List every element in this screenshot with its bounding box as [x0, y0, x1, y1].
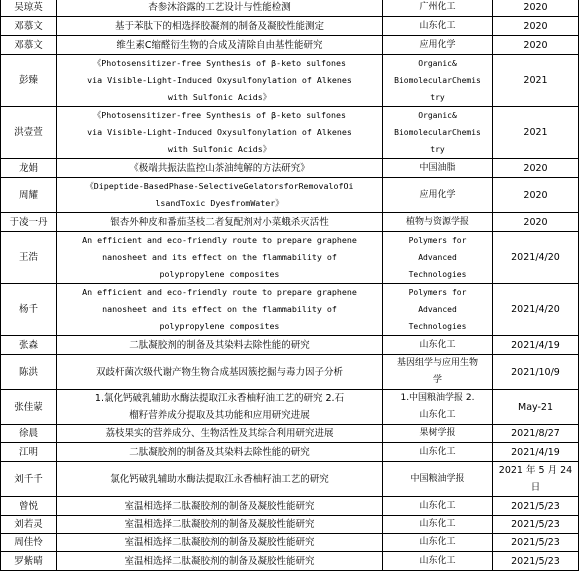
author-cell: 于凌一丹: [1, 213, 57, 232]
title-cell-line: via Visible-Light-Induced Oxysulfonylation of Alkenes: [87, 127, 352, 137]
title-cell-line: An efficient and eco-friendly route to prepare graphene: [82, 287, 357, 297]
table-row: [1, 462, 579, 497]
table-row: [1, 36, 579, 55]
title-cell-line: with Sulfonic Acids》: [167, 144, 272, 154]
journal-cell-line: 山东化工: [419, 339, 456, 350]
table-row: [1, 336, 579, 355]
journal-cell-line: Polymers for: [408, 288, 467, 297]
title-cell: [57, 159, 383, 178]
table-row: [1, 355, 579, 390]
author-cell: 洪壹萱: [1, 107, 57, 159]
journal-cell-line: 山东化工: [419, 537, 456, 547]
author-cell: 刘若灵: [1, 516, 57, 534]
title-cell: [57, 336, 383, 355]
title-cell-line: 《Dipeptide-BasedPhase-SelectiveGelatorsforRemovalofOi: [85, 181, 354, 191]
author-cell: 龙娟: [1, 159, 57, 178]
year-cell: [493, 213, 579, 232]
journal-cell-line: Advanced: [418, 305, 457, 314]
journal-cell: [383, 516, 493, 534]
journal-cell-line: 应用化学: [419, 189, 456, 200]
author-cell: 张森: [1, 336, 57, 355]
author-cell: 吴琼英: [1, 0, 57, 17]
title-cell: [57, 497, 383, 516]
journal-cell-line: 山东化工: [419, 555, 456, 566]
year-cell: [493, 178, 579, 213]
year-line: 2021/10/9: [511, 366, 560, 378]
journal-cell-line: 山东化工: [419, 410, 456, 420]
year-line: 2020: [523, 162, 548, 174]
title-cell: [57, 355, 383, 390]
title-cell-line: 《极端共振法监控山茶油纯解的方法研究》: [129, 162, 310, 174]
year-line: May-21: [518, 401, 553, 413]
year-line: 2020: [523, 20, 548, 32]
year-line: 2021 年 5 月 24: [498, 465, 573, 476]
year-line: 2020: [523, 216, 548, 228]
year-cell: [493, 355, 579, 390]
year-line: 2021/5/23: [511, 537, 560, 548]
title-cell: [57, 55, 383, 107]
year-cell: [493, 107, 579, 159]
author-cell: 徐晨: [1, 425, 57, 443]
journal-cell-line: Polymers for: [408, 236, 467, 245]
author-cell: 周佳怜: [1, 534, 57, 552]
title-cell-line: polypropylene composites: [159, 321, 280, 331]
journal-cell-line: 学: [432, 375, 442, 385]
journal-cell: [383, 178, 493, 213]
title-cell: [57, 17, 383, 36]
table-row: [1, 159, 579, 178]
title-cell-line: polypropylene composites: [159, 269, 280, 279]
title-cell-line: 室温相选择二肽凝胶剂的制备及凝胶性能研究: [124, 500, 315, 512]
year-line: 2021: [523, 127, 548, 138]
title-cell-line: An efficient and eco-friendly route to prepare graphene: [82, 235, 357, 245]
journal-cell-line: try: [430, 145, 445, 154]
title-cell-line: nanosheet and its effect on the flammability of: [102, 304, 337, 314]
year-cell: [493, 425, 579, 443]
year-line: 2020: [523, 39, 548, 51]
year-cell: [493, 0, 579, 17]
title-cell-line: 《Photosensitizer-free Synthesis of β-keto sulfones: [92, 58, 347, 68]
title-cell-line: 荔枝果实的营养成分、生物活性及其综合利用研究进展: [105, 428, 334, 439]
year-cell: [493, 497, 579, 516]
table-row: [1, 443, 579, 462]
title-cell-line: 榴籽营养成分提取及其功能和应用研究进展: [129, 410, 310, 421]
year-line: 2021/5/23: [511, 500, 560, 512]
title-cell-line: 银杏外种皮和番茄茎枝二者复配剂对小菜蛾杀灭活性: [110, 216, 329, 228]
table-row: [1, 425, 579, 443]
journal-cell: [383, 159, 493, 178]
year-line: 2021: [523, 75, 548, 86]
year-cell: [493, 336, 579, 355]
journal-cell: [383, 55, 493, 107]
journal-cell: [383, 107, 493, 159]
journal-cell-line: 中国油脂: [419, 162, 456, 173]
title-cell-line: lsandToxic DyesfromWater》: [155, 198, 284, 208]
journal-cell: [383, 534, 493, 552]
year-line: 2021/4/19: [511, 446, 560, 458]
table-body: [1, 0, 579, 571]
journal-cell: [383, 213, 493, 232]
table-row: [1, 178, 579, 213]
year-cell: [493, 443, 579, 462]
title-cell-line: 二肽凝胶剂的制备及其染料去除性能的研究: [129, 446, 310, 458]
journal-cell-line: 果树学报: [419, 428, 456, 438]
title-cell: [57, 462, 383, 497]
year-line: 2020: [523, 2, 548, 13]
author-cell: 王浩: [1, 232, 57, 284]
journal-cell-line: 山东化工: [419, 20, 456, 31]
journal-cell: [383, 336, 493, 355]
table-row: [1, 107, 579, 159]
title-cell-line: 1.氯化钙破乳辅助水酶法提取江永香柚籽油工艺的研究 2.石: [94, 393, 345, 404]
journal-cell: [383, 284, 493, 336]
year-cell: [493, 232, 579, 284]
table-row: [1, 390, 579, 425]
table-row: [1, 284, 579, 336]
title-cell: [57, 552, 383, 571]
table-row: [1, 55, 579, 107]
journal-cell-line: Organic&: [418, 111, 457, 120]
journal-cell: [383, 355, 493, 390]
title-cell-line: 基于苯肽下的相选择胶凝剂的制备及凝胶性能测定: [114, 20, 324, 32]
title-cell-line: 维生素C缩醛衍生物的合成及清除自由基性能研究: [116, 39, 323, 51]
title-cell: [57, 107, 383, 159]
journal-cell-line: Organic&: [418, 59, 457, 68]
journal-cell: [383, 497, 493, 516]
journal-cell: [383, 17, 493, 36]
journal-cell-line: 中国粮油学报: [410, 473, 465, 484]
title-cell-line: 室温相选择二肽凝胶剂的制备及凝胶性能研究: [124, 537, 315, 548]
year-cell: [493, 36, 579, 55]
year-line: 2021/5/23: [511, 555, 560, 567]
journal-cell: [383, 443, 493, 462]
title-cell: [57, 36, 383, 55]
year-line: 2020: [523, 189, 548, 201]
journal-cell-line: BiomolecularChemis: [394, 76, 481, 85]
table-row: [1, 552, 579, 571]
journal-cell: [383, 232, 493, 284]
title-cell: [57, 390, 383, 425]
journal-cell-line: Technologies: [408, 322, 467, 331]
author-cell: 杨千: [1, 284, 57, 336]
journal-cell-line: 广州化工: [419, 2, 456, 12]
title-cell-line: 杏参沐浴露的工艺设计与性能检测: [148, 2, 291, 13]
author-cell: 邓慕文: [1, 17, 57, 36]
title-cell: [57, 425, 383, 443]
table-row: [1, 516, 579, 534]
journal-cell-line: BiomolecularChemis: [394, 128, 481, 137]
year-cell: [493, 462, 579, 497]
title-cell-line: via Visible-Light-Induced Oxysulfonylation of Alkenes: [87, 75, 352, 85]
title-cell-line: 室温相选择二肽凝胶剂的制备及凝胶性能研究: [124, 555, 315, 567]
title-cell-line: 《Photosensitizer-free Synthesis of β-keto sulfones: [92, 110, 347, 120]
year-cell: [493, 516, 579, 534]
title-cell: [57, 516, 383, 534]
year-line: 2021/4/20: [511, 252, 560, 263]
year-cell: [493, 552, 579, 571]
journal-cell-line: 山东化工: [419, 446, 456, 457]
journal-cell-line: 山东化工: [419, 500, 456, 511]
journal-cell: [383, 462, 493, 497]
author-cell: 江明: [1, 443, 57, 462]
journal-cell: [383, 552, 493, 571]
title-cell-line: with Sulfonic Acids》: [167, 92, 272, 102]
table-row: [1, 213, 579, 232]
table-row: [1, 534, 579, 552]
journal-cell-line: 植物与资源学报: [405, 216, 469, 227]
author-cell: 陈洪: [1, 355, 57, 390]
journal-cell: [383, 36, 493, 55]
journal-cell-line: 应用化学: [419, 39, 456, 50]
year-cell: [493, 534, 579, 552]
journal-cell-line: 基因组学与应用生物: [396, 358, 478, 368]
title-cell: [57, 443, 383, 462]
journal-cell-line: try: [430, 93, 445, 102]
author-cell: 罗紫晴: [1, 552, 57, 571]
year-cell: [493, 55, 579, 107]
title-cell: [57, 284, 383, 336]
table-row: [1, 232, 579, 284]
year-line: 2021/4/19: [511, 339, 560, 351]
table-row: [1, 17, 579, 36]
author-cell: 刘千千: [1, 462, 57, 497]
author-cell: 曾悦: [1, 497, 57, 516]
title-cell-line: 室温相选择二肽凝胶剂的制备及凝胶性能研究: [124, 519, 315, 530]
year-cell: [493, 284, 579, 336]
journal-cell-line: Technologies: [408, 270, 467, 279]
author-cell: 周耀: [1, 178, 57, 213]
title-cell: [57, 213, 383, 232]
year-line: 2021/4/20: [511, 304, 560, 315]
author-cell: 张佳蒙: [1, 390, 57, 425]
title-cell-line: 氯化钙破乳辅助水酶法提取江永香柚籽油工艺的研究: [110, 473, 329, 485]
title-cell-line: 双歧杆菌次级代谢产物生物合成基因簇挖掘与毒力因子分析: [95, 366, 343, 378]
title-cell-line: nanosheet and its effect on the flammability of: [102, 252, 337, 262]
journal-cell: [383, 0, 493, 17]
journal-cell-line: 山东化工: [419, 519, 456, 529]
title-cell-line: 二肽凝胶剂的制备及其染料去除性能的研究: [129, 339, 310, 351]
author-cell: 彭臻: [1, 55, 57, 107]
year-line: 2021/8/27: [511, 428, 560, 439]
year-line: 2021/5/23: [511, 519, 560, 530]
title-cell: [57, 178, 383, 213]
journal-cell: [383, 425, 493, 443]
year-line: 日: [530, 482, 541, 493]
year-cell: [493, 17, 579, 36]
title-cell: [57, 232, 383, 284]
table-row: [1, 497, 579, 516]
journal-cell-line: 1.中国粮油学报 2.: [400, 393, 475, 403]
table-row: [1, 0, 579, 17]
year-cell: [493, 390, 579, 425]
title-cell: [57, 0, 383, 17]
journal-cell: [383, 390, 493, 425]
journal-cell-line: Advanced: [418, 253, 457, 262]
title-cell: [57, 534, 383, 552]
year-cell: [493, 159, 579, 178]
author-cell: 邓慕文: [1, 36, 57, 55]
